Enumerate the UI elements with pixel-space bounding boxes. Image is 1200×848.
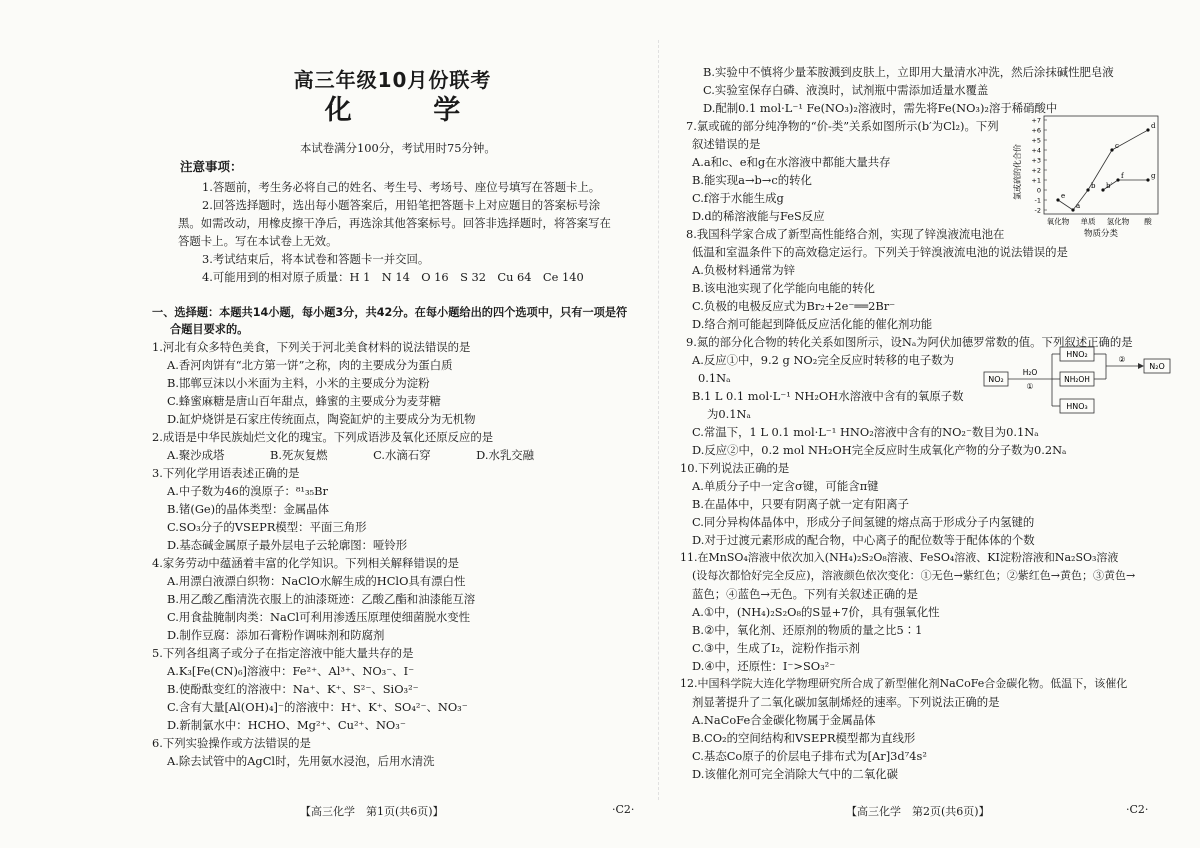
question-line: 6.下列实验操作或方法错误的是 (152, 736, 311, 750)
chart-point-label: g (1151, 172, 1156, 180)
chart-series-line (1058, 200, 1073, 210)
chart-point (1056, 198, 1059, 201)
question-line: C.负极的电极反应式为Br₂+2e⁻══2Br⁻ (692, 299, 896, 313)
question-line: A.单质分子中一定含σ键，可能含π键 (692, 479, 879, 493)
label-reaction-1: ① (1026, 382, 1034, 391)
question-line: A.NaCoFe合金碳化物属于金属晶体 (692, 713, 876, 727)
chart-point-label: a (1076, 202, 1081, 210)
question-line: A.a和c、e和g在水溶液中都能大量共存 (692, 155, 891, 169)
question-line: A.中子数为46的溴原子：⁸¹₃₅Br (167, 484, 328, 498)
chart-category-label: 氧化物 (1046, 217, 1070, 226)
question-line: C.SO₃分子的VSEPR模型：平面三角形 (167, 520, 367, 534)
nitrogen-conversion-diagram (982, 344, 1172, 414)
question-line: D.缸炉烧饼是石家庄传统面点，陶瓷缸炉的主要成分为无机物 (167, 412, 476, 426)
question-line: 0.1Nₐ (698, 371, 731, 385)
notice-line: 1.答题前，考生务必将自己的姓名、考生号、考场号、座位号填写在答题卡上。 (202, 180, 601, 194)
page-divider (658, 40, 659, 800)
node-no2: NO₂ (988, 375, 1004, 384)
question-line: 1.河北有众多特色美食，下列关于河北美食材料的说法错误的是 (152, 340, 471, 354)
chart-y-label: 氯或硫的化合价 (1013, 144, 1022, 200)
exam-info: 本试卷满分100分，考试用时75分钟。 (300, 141, 496, 155)
page-1 (140, 0, 645, 848)
question-line: B.②中，氧化剂、还原剂的物质的量之比5∶1 (692, 623, 923, 637)
question-line: D.制作豆腐：添加石膏粉作调味剂和防腐剂 (167, 628, 385, 642)
question-line: A.①中，(NH₄)₂S₂O₈的S显+7价，具有强氧化性 (692, 605, 940, 619)
question-line: D.络合剂可能起到降低反应活化能的催化剂功能 (692, 317, 933, 331)
question-line: A.聚沙成塔 B.死灰复燃 C.水滴石穿 D.水乳交融 (167, 448, 535, 462)
question-line: 3.下列化学用语表述正确的是 (152, 466, 300, 480)
chart-y-tick: +2 (1031, 166, 1041, 175)
label-reaction-2: ② (1118, 355, 1126, 364)
notice-line: 3.考试结束后，将本试卷和答题卡一并交回。 (202, 252, 430, 266)
notice-line: 4.可能用到的相对原子质量：H 1 N 14 O 16 S 32 Cu 64 Ce 140 (202, 270, 584, 284)
chart-point (1116, 178, 1119, 181)
notice-line: 黑。如需改动，用橡皮擦干净后，再选涂其他答案标号。回答非选择题时，将答案写在 (178, 216, 611, 230)
chart-y-tick: +4 (1031, 146, 1041, 155)
question-line: 为0.1Nₐ (707, 407, 751, 421)
question-line: 5.下列各组离子或分子在指定溶液中能大量共存的是 (152, 646, 414, 660)
question-line: B.锗(Ge)的晶体类型：金属晶体 (167, 502, 330, 516)
chart-point-label: d (1151, 122, 1156, 130)
node-h2o: H₂O (1022, 368, 1038, 377)
subject-title: 化 学 (324, 95, 497, 126)
page-code: ·C2· (1126, 803, 1149, 816)
notice-line: 答题卡上。写在本试卷上无效。 (178, 234, 338, 248)
question-line: D.新制氯水中：HCHO、Mg²⁺、Cu²⁺、NO₃⁻ (167, 718, 406, 732)
question-line: D.对于过渡元素形成的配合物，中心离子的配位数等于配体体的个数 (692, 533, 1035, 547)
chart-y-tick: +1 (1031, 176, 1041, 185)
question-line: (设每次都恰好完全反应)，溶液颜色依次变化：①无色→紫红色；②紫红色→黄色；③黄色→ (692, 569, 1136, 582)
question-line: A.用漂白液漂白织物：NaClO水解生成的HClO具有漂白性 (167, 574, 466, 588)
section-heading: 合题目要求的。 (170, 323, 249, 336)
page-code: ·C2· (612, 803, 635, 816)
chart-y-tick: -1 (1034, 196, 1041, 205)
question-line: 低温和室温条件下的高效稳定运行。下列关于锌溴液流电池的说法错误的是 (692, 245, 1068, 259)
node-n2o: N₂O (1149, 362, 1165, 371)
question-line: D.④中，还原性：I⁻>SO₃²⁻ (692, 659, 836, 673)
question-line: D.该催化剂可完全消除大气中的二氧化碳 (692, 767, 898, 781)
question-line: 剂显著提升了二氧化碳加氢制烯烃的速率。下列说法正确的是 (692, 695, 1000, 709)
question-line: C.基态Co原子的价层电子排布式为[Ar]3d⁷4s² (692, 749, 927, 763)
chart-category-label: 单质 (1080, 217, 1096, 226)
question-line: C.③中，生成了I₂，淀粉作指示剂 (692, 641, 860, 655)
page-footer: 【高三化学 第1页(共6页)】 (300, 805, 444, 818)
chart-category-label: 酸 (1144, 217, 1152, 226)
chart-point (1146, 128, 1149, 131)
question-line: C.蜂蜜麻糖是唐山百年甜点，蜂蜜的主要成分为麦芽糖 (167, 394, 441, 408)
question-line: 叙述错误的是 (692, 137, 761, 151)
question-line: A.除去试管中的AgCl时，先用氨水浸泡，后用水清洗 (167, 754, 435, 768)
node-hno3: HNO₃ (1066, 402, 1088, 411)
chart-point (1146, 178, 1149, 181)
chart-point (1086, 188, 1089, 191)
chart-point (1101, 188, 1104, 191)
question-line: D.配制0.1 mol·L⁻¹ Fe(NO₃)₂溶液时，需先将Fe(NO₃)₂溶于稀硝酸中 (703, 101, 1058, 115)
question-line: B.实验中不慎将少量苯胺溅到皮肤上，立即用大量清水冲洗，然后涂抹碱性肥皂液 (703, 65, 1114, 79)
question-line: B.在晶体中，只要有阴离子就一定有阳离子 (692, 497, 910, 511)
question-line: A.K₃[Fe(CN)₆]溶液中：Fe²⁺、Al³⁺、NO₃⁻、I⁻ (167, 664, 415, 678)
chart-category-label: 氢化物 (1106, 217, 1130, 226)
question-line: C.用食盐腌制肉类：NaCl可利用渗透压原理使细菌脱水变性 (167, 610, 471, 624)
question-line: D.d的稀溶液能与FeS反应 (692, 209, 825, 223)
question-line: 10.下列说法正确的是 (680, 461, 790, 475)
section-heading: 一、选择题：本题共14小题，每小题3分，共42分。在每小题给出的四个选项中，只有一项是符 (152, 306, 628, 319)
question-line: 11.在MnSO₄溶液中依次加入(NH₄)₂S₂O₈溶液、FeSO₄溶液、KI淀粉溶液和Na₂SO₃溶液 (680, 551, 1119, 564)
chart-y-tick: 0 (1036, 186, 1041, 195)
chart-y-tick: +3 (1031, 156, 1041, 165)
question-line: B.CO₂的空间结构和VSEPR模型都为直线形 (692, 731, 916, 745)
question-line: B.使酚酞变红的溶液中：Na⁺、K⁺、S²⁻、SiO₃²⁻ (167, 682, 419, 696)
question-line: B.用乙酸乙酯清洗衣服上的油漆斑迹：乙酸乙酯和油漆能互溶 (167, 592, 476, 606)
chart-point-label: b′ (1106, 182, 1113, 190)
question-line: B.该电池实现了化学能向电能的转化 (692, 281, 875, 295)
question-line: D.基态碱金属原子最外层电子云轮廓图：哑铃形 (167, 538, 408, 552)
arrow-head (1138, 363, 1144, 369)
question-line: 2.成语是中华民族灿烂文化的瑰宝。下列成语涉及氧化还原反应的是 (152, 430, 494, 444)
chart-y-tick: +5 (1031, 136, 1041, 145)
notice-heading: 注意事项： (180, 159, 243, 174)
question-line: 12.中国科学院大连化学物理研究所合成了新型催化剂NaCoFe合金碳化物。低温下，该催化 (680, 677, 1128, 690)
chart-point (1071, 208, 1074, 211)
chart-y-tick: +6 (1031, 126, 1041, 135)
notice-line: 2.回答选择题时，选出每小题答案后，用铅笔把答题卡上对应题目的答案标号涂 (202, 198, 601, 212)
question-line: B.1 L 0.1 mol·L⁻¹ NH₂OH水溶液中含有的氧原子数 (692, 389, 964, 403)
node-nh2oh: NH₂OH (1064, 375, 1090, 384)
node-hno2: HNO₂ (1066, 350, 1088, 359)
question-line: C.实验室保存白磷、液溴时，试剂瓶中需添加适量水覆盖 (703, 83, 989, 97)
question-line: 蓝色；④蓝色→无色。下列有关叙述正确的是 (692, 587, 918, 601)
chart-point-label: e (1061, 192, 1066, 200)
chart-point-label: f (1121, 172, 1124, 180)
question-line: C.同分异构体晶体中，形成分子间氢键的熔点高于形成分子内氢键的 (692, 515, 1035, 529)
exam-title: 高三年级10月份联考 (293, 68, 492, 92)
question-line: B.能实现a→b→c的转化 (692, 173, 812, 187)
page-footer: 【高三化学 第2页(共6页)】 (846, 805, 990, 818)
chart-y-tick: +7 (1031, 116, 1041, 125)
question-line: 8.我国科学家合成了新型高性能络合剂，实现了锌溴液流电池在 (686, 227, 1005, 241)
question-line: 9.氮的部分化合物的转化关系如图所示，设Nₐ为阿伏加德罗常数的值。下列叙述正确的是 (686, 335, 1133, 349)
question-line: D.反应②中，0.2 mol NH₂OH完全反应时生成氧化产物的分子数为0.2Nₐ (692, 443, 1067, 457)
valence-class-chart (1010, 112, 1175, 240)
chart-point-label: c (1115, 142, 1119, 150)
question-line: C.含有大量[Al(OH)₄]⁻的溶液中：H⁺、K⁺、SO₄²⁻、NO₃⁻ (167, 700, 468, 714)
question-line: C.常温下，1 L 0.1 mol·L⁻¹ HNO₂溶液中含有的NO₂⁻数目为0.1Nₐ (692, 425, 1039, 439)
chart-point-label: b (1091, 182, 1096, 190)
chart-x-title: 物质分类 (1083, 229, 1119, 239)
question-line: 7.氯或硫的部分纯净物的“价-类”关系如图所示(b′为Cl₂)。下列 (686, 119, 999, 133)
chart-point (1110, 148, 1113, 151)
question-line: C.f溶于水能生成g (692, 191, 784, 205)
question-line: A.反应①中，9.2 g NO₂完全反应时转移的电子数为 (692, 353, 955, 367)
question-line: B.邯郸豆沫以小米面为主料，小米的主要成分为淀粉 (167, 376, 430, 390)
question-line: 4.家务劳动中蕴涵着丰富的化学知识。下列相关解释错误的是 (152, 556, 460, 570)
chart-y-tick: -2 (1034, 206, 1041, 215)
question-line: A.香河肉饼有“北方第一饼”之称，肉的主要成分为蛋白质 (167, 358, 453, 372)
question-line: A.负极材料通常为锌 (692, 263, 795, 277)
